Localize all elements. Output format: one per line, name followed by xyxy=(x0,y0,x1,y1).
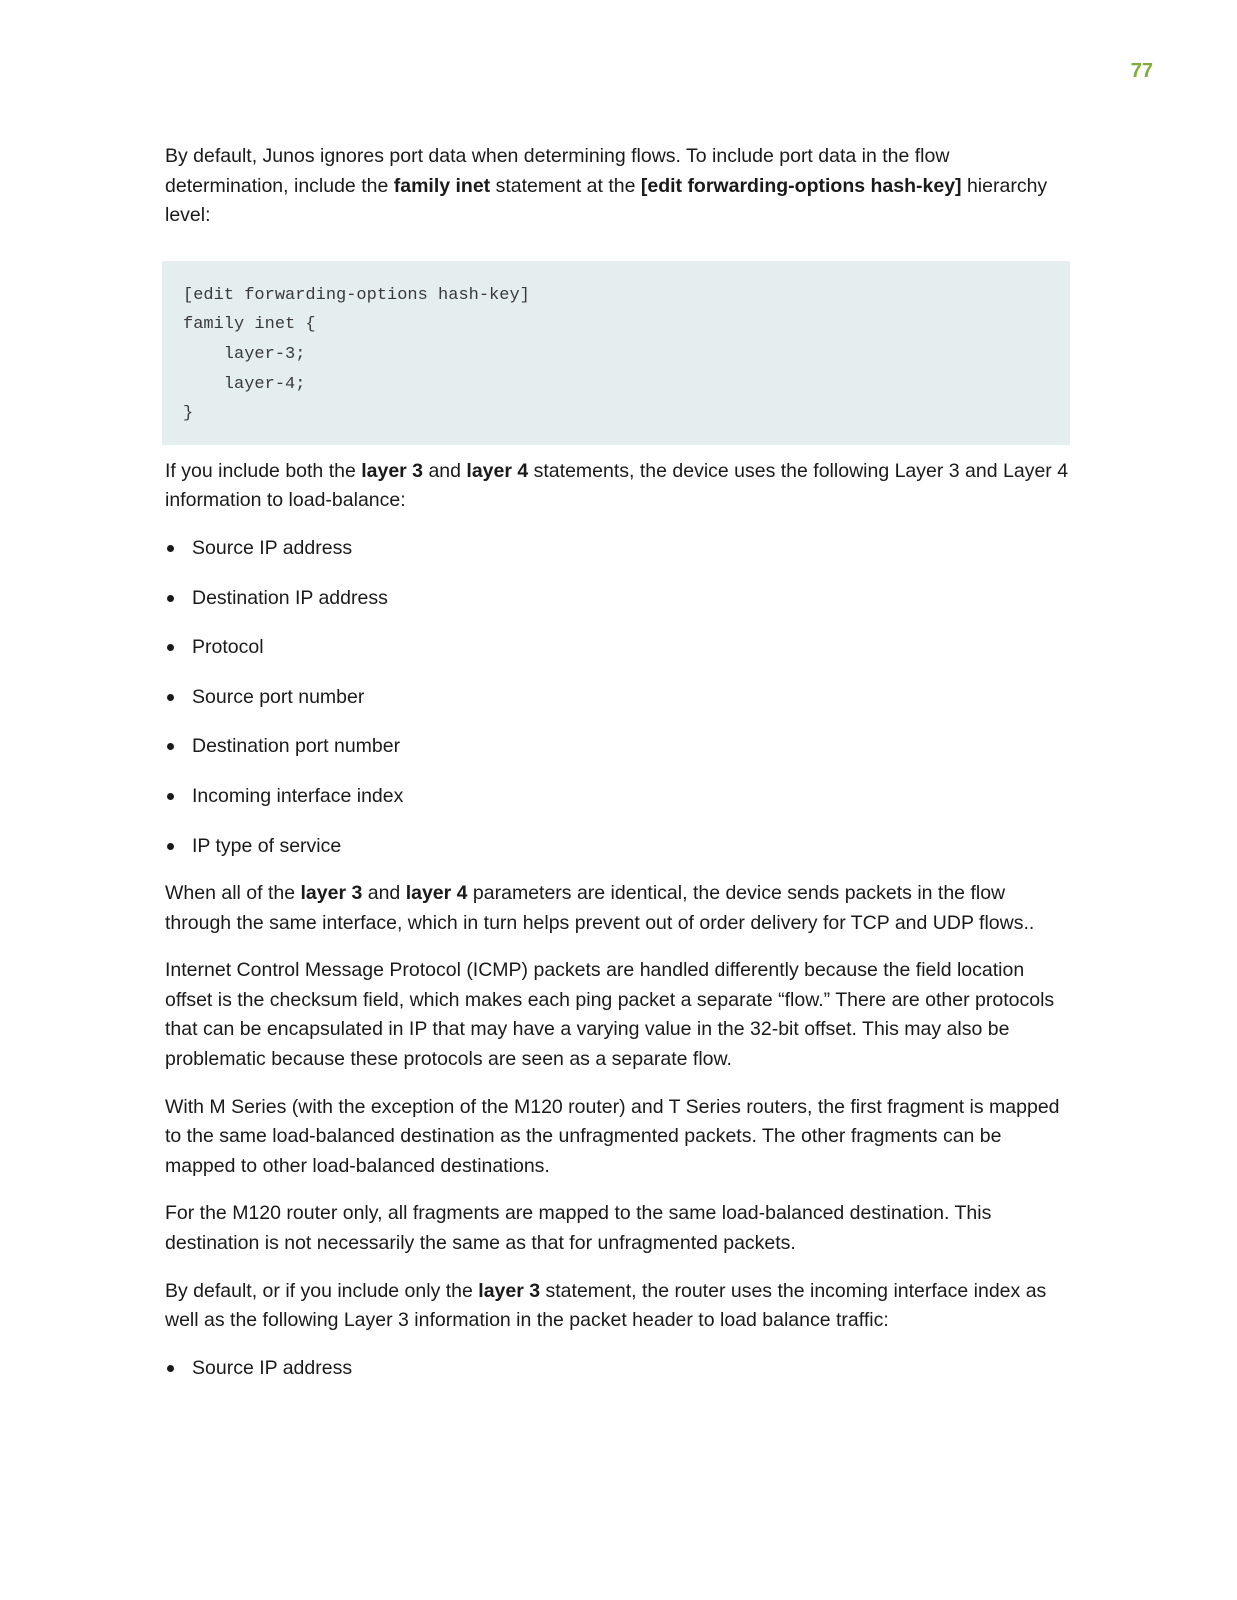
bullet-icon xyxy=(167,694,174,701)
list-item xyxy=(165,782,1070,812)
list-item-text: Source IP address xyxy=(192,1356,353,1379)
bold-layer-4: layer 4 xyxy=(405,882,468,905)
list-item xyxy=(165,584,1070,614)
bold-layer-4: layer 4 xyxy=(466,459,529,482)
list-item xyxy=(165,1354,1070,1384)
bullet-icon xyxy=(167,595,174,602)
list-item xyxy=(165,534,1070,564)
list-item-text: Destination IP address xyxy=(192,586,388,609)
paragraph-m-series: With M Series (with the exception of the M120 router) and T Series routers, the first fragment is mapped to the same load-balanced destination as the unfragmented packets. The other fragments can be mapped to other load-balanced destinations. xyxy=(165,1095,1060,1177)
list-item-text: Source IP address xyxy=(192,536,353,559)
code-block xyxy=(162,261,1070,445)
paragraph-layer3-layer4 xyxy=(165,457,1070,516)
page-number: 77 xyxy=(1130,60,1153,82)
text: and xyxy=(362,882,406,905)
list-item xyxy=(165,683,1070,713)
paragraph-identical-params xyxy=(165,879,1070,938)
code-line: } xyxy=(183,404,194,424)
list-item-text: Destination port number xyxy=(192,735,401,758)
paragraph-m120: For the M120 router only, all fragments are mapped to the same load-balanced destination. This destination is not necessarily the same as that for unfragmented packets. xyxy=(165,1202,992,1255)
bold-hierarchy: [edit forwarding-options hash-key] xyxy=(640,174,962,197)
bullet-list-l3-l4-info xyxy=(165,534,1070,861)
list-item-text: Protocol xyxy=(192,636,264,659)
text: statements, the device uses the following Layer 3 and Layer 4 information to load-balance: xyxy=(165,459,1069,512)
bold-layer-3: layer 3 xyxy=(361,459,424,482)
document-body xyxy=(165,142,1070,1401)
code-line: layer-4; xyxy=(183,374,306,394)
list-item-text: IP type of service xyxy=(192,834,342,857)
list-item xyxy=(165,832,1070,862)
paragraph-layer3-default xyxy=(165,1277,1070,1336)
list-item xyxy=(165,732,1070,762)
list-item-text: Source port number xyxy=(192,685,365,708)
bullet-icon xyxy=(167,743,174,750)
bullet-icon xyxy=(167,1365,174,1372)
bullet-icon xyxy=(167,644,174,651)
text: If you include both the xyxy=(165,459,362,482)
text: parameters are identical, the device sends packets in the flow through the same interface, which in turn helps prevent out of order delivery for TCP and UDP flows.. xyxy=(165,882,1035,934)
text: statement at the xyxy=(490,174,641,197)
bullet-icon xyxy=(167,545,174,552)
list-item xyxy=(165,633,1070,663)
paragraph-icmp: Internet Control Message Protocol (ICMP) packets are handled differently because the field location offset is the checksum field, which makes each ping packet a separate “flow.” There are other protocols that can be encapsulated in IP that may have a varying value in the 32-bit offset. This may also be problematic because these protocols are seen as a separate flow. xyxy=(165,959,1055,1071)
bullet-icon xyxy=(167,793,174,800)
bold-layer-3: layer 3 xyxy=(300,882,363,905)
code-line: layer-3; xyxy=(183,344,306,364)
text: By default, or if you include only the xyxy=(165,1279,479,1302)
text: By default, Junos ignores port data when determining flows. To include port data in the flow determination, include the xyxy=(165,145,950,197)
code-line: family inet { xyxy=(183,315,316,335)
bullet-list-l3-info xyxy=(165,1354,1070,1384)
code-line: [edit forwarding-options hash-key] xyxy=(183,285,530,305)
text: statement, the router uses the incoming interface index as well as the following Layer 3 information in the packet header to load balance traffic: xyxy=(165,1279,1047,1332)
bold-family-inet: family inet xyxy=(393,174,491,197)
text: When all of the xyxy=(165,882,301,905)
bullet-icon xyxy=(167,843,174,850)
bold-layer-3: layer 3 xyxy=(478,1279,541,1302)
list-item-text: Incoming interface index xyxy=(192,784,404,807)
text: and xyxy=(423,459,467,482)
text: hierarchy level: xyxy=(165,174,1048,227)
paragraph-port-data xyxy=(165,142,1070,231)
